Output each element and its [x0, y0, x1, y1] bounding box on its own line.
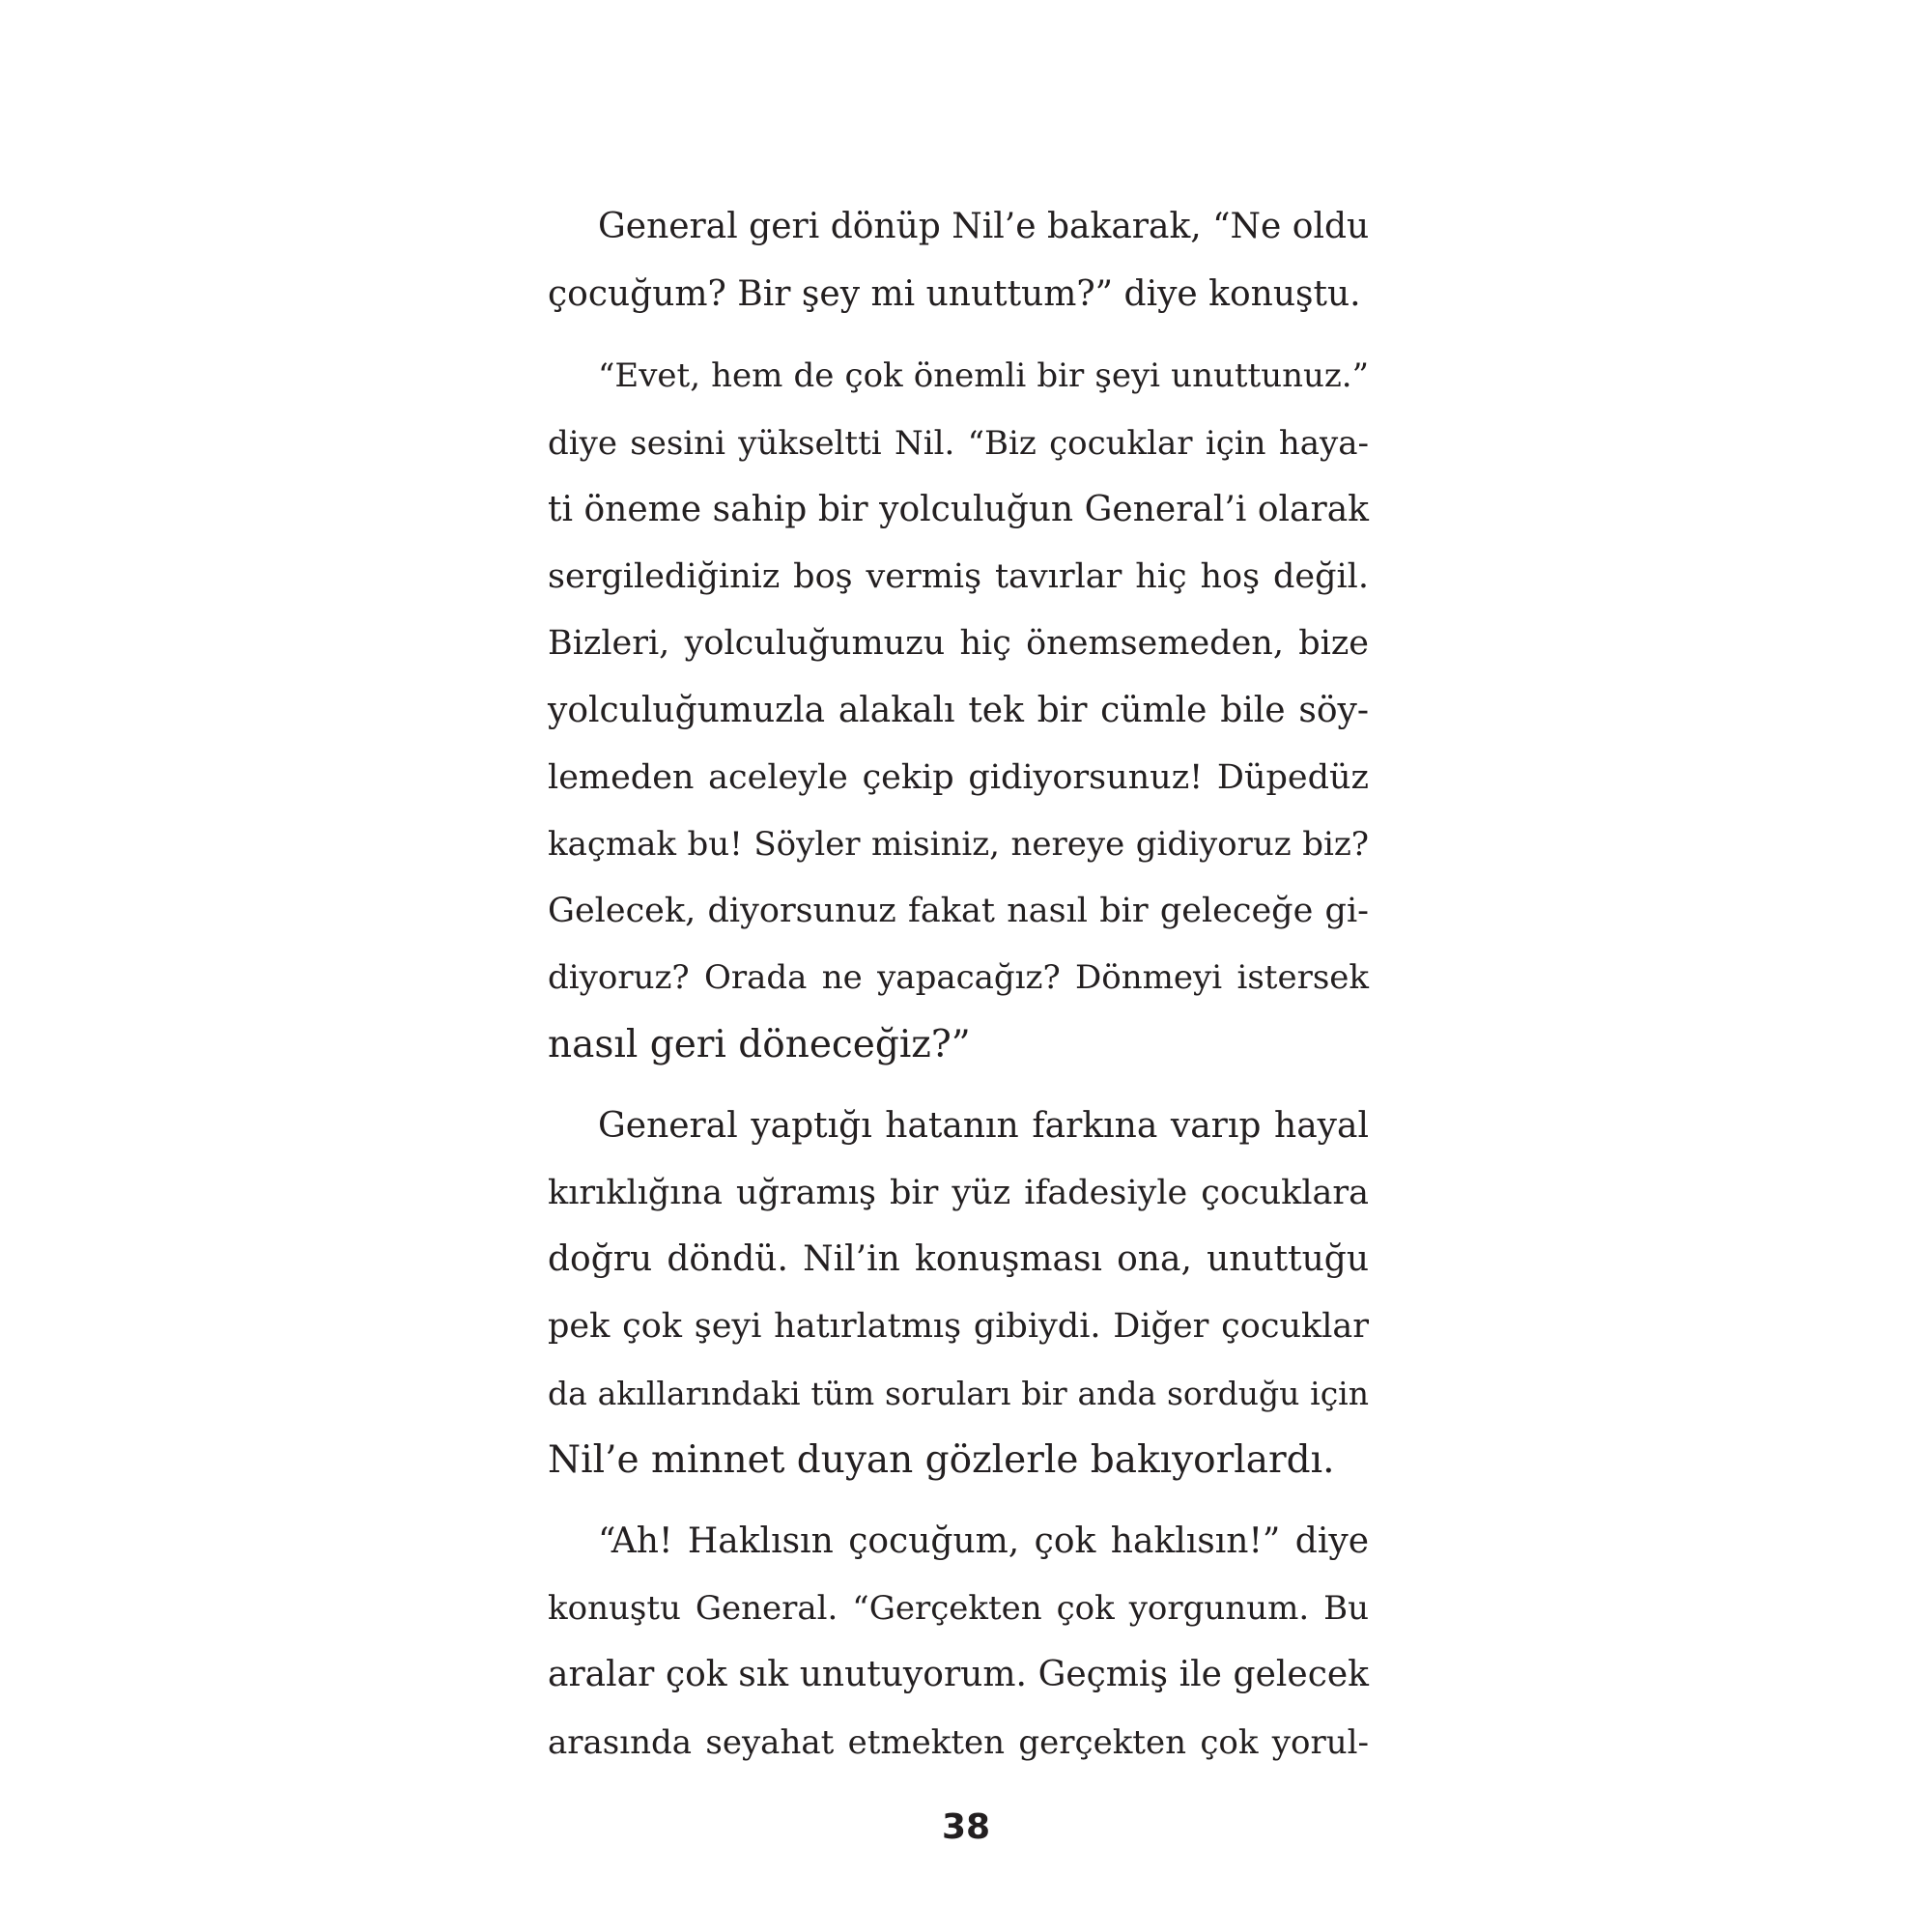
- text-line: konuştu General. “Gerçekten çok yorgunum. Bu: [548, 1589, 1369, 1628]
- text-line: General geri dönüp Nil’e bakarak, “Ne oldu: [598, 207, 1370, 246]
- text-line: aralar çok sık unutuyorum. Geçmiş ile gelecek: [548, 1655, 1369, 1694]
- text-line: ti öneme sahip bir yolculuğun General’i olarak: [548, 490, 1369, 529]
- text-line: “Evet, hem de çok önemli bir şeyi unuttunuz.”: [598, 356, 1369, 395]
- text-line: nasıl geri döneceğiz?”: [548, 1023, 971, 1066]
- text-line: Nil’e minnet duyan gözlerle bakıyorlardı.: [548, 1438, 1335, 1482]
- text-line: yolculuğumuzla alakalı tek bir cümle bile söy-: [548, 691, 1369, 730]
- text-line: kaçmak bu! Söyler misiniz, nereye gidiyoruz biz?: [548, 825, 1369, 864]
- text-line: çocuğum? Bir şey mi unuttum?” diye konuştu.: [548, 274, 1361, 314]
- text-line: General yaptığı hatanın farkına varıp hayal: [598, 1106, 1369, 1146]
- page-number: 38: [941, 1807, 991, 1847]
- text-line: arasında seyahat etmekten gerçekten çok yorul-: [548, 1723, 1369, 1762]
- text-line: diye sesini yükseltti Nil. “Biz çocuklar için haya-: [548, 424, 1369, 463]
- text-line: Gelecek, diyorsunuz fakat nasıl bir geleceğe gi-: [548, 892, 1369, 930]
- text-line: “Ah! Haklısın çocuğum, çok haklısın!” diye: [598, 1521, 1369, 1561]
- text-line: sergilediğiniz boş vermiş tavırlar hiç hoş değil.: [548, 557, 1369, 596]
- text-line: Bizleri, yolculuğumuzu hiç önemsemeden, bize: [548, 624, 1369, 663]
- text-line: da akıllarındaki tüm soruları bir anda sorduğu için: [548, 1375, 1369, 1412]
- text-line: kırıklığına uğramış bir yüz ifadesiyle çocuklara: [548, 1174, 1369, 1212]
- text-line: lemeden aceleyle çekip gidiyorsunuz! Düpedüz: [548, 758, 1369, 797]
- text-line: diyoruz? Orada ne yapacağız? Dönmeyi istersek: [548, 958, 1369, 997]
- text-line: pek çok şeyi hatırlatmış gibiydi. Diğer çocuklar: [548, 1307, 1369, 1346]
- text-line: doğru döndü. Nil’in konuşması ona, unuttuğu: [548, 1239, 1369, 1279]
